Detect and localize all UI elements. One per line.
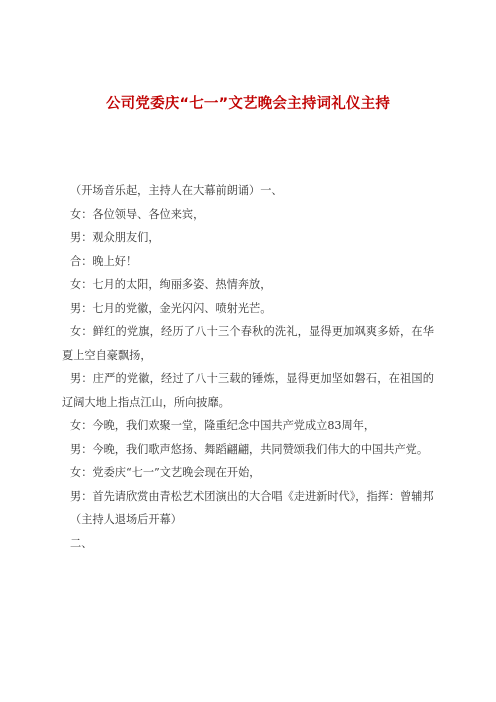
document-title: 公司党委庆“七一”文艺晚会主持词礼仪主持	[105, 96, 391, 112]
paragraph-male-party-emblem: 男：庄严的党徽，经过了八十三载的锤炼，显得更加坚如磐石，在祖国的辽阔大地上指点江山，所向披靡。	[62, 372, 434, 409]
paragraph-female-party-flag: 女：鲜红的党旗，经历了八十三个春秋的洗礼，显得更加飒爽多娇，在华夏上空自豪飘扬，	[62, 325, 434, 362]
paragraph-host-exit-direction: （主持人退场后开幕）	[70, 513, 182, 526]
paragraph-female-july-sun: 女：七月的太阳，绚丽多姿、热情奔放，	[70, 278, 272, 291]
paragraph-male-greeting: 男：观众朋友们，	[70, 231, 160, 244]
paragraph-female-greeting: 女：各位领导、各位来宾，	[70, 207, 205, 221]
paragraph-opening-direction: （开场音乐起，主持人在大幕前朗诵）一、	[70, 184, 283, 197]
paragraph-male-first-program: 男：首先请欣赏由青松艺术团演出的大合唱《走进新时代》，指挥：曾辅邦	[70, 489, 434, 503]
paragraph-section-two: 二、	[70, 536, 93, 550]
paragraph-male-july-emblem: 男：七月的党徽，金光闪闪、喷射光芒。	[70, 301, 272, 315]
paragraph-male-tonight: 男：今晚，我们歌声悠扬、舞蹈翩翩，共同赞颂我们伟大的中国共产党。	[70, 442, 429, 456]
paragraph-together-greeting: 合：晚上好！	[70, 254, 138, 268]
document-body	[62, 179, 434, 555]
paragraph-female-tonight: 女：今晚，我们欢聚一堂，隆重纪念中国共产党成立83周年，	[70, 419, 376, 432]
paragraph-female-gala-start: 女：党委庆“七一”文艺晚会现在开始，	[70, 466, 261, 479]
